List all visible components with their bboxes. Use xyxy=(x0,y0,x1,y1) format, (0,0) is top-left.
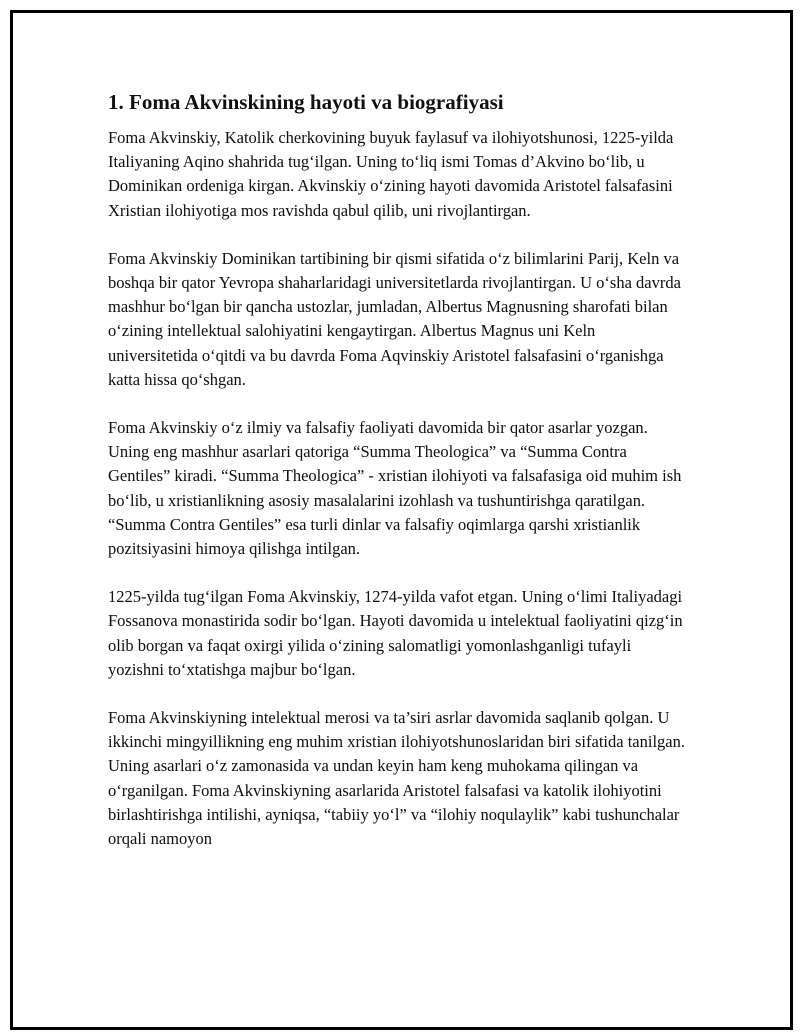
paragraph-3: Foma Akvinskiy o‘z ilmiy va falsafiy faoliyati davomida bir qator asarlar yozgan. Uning eng mashhur asarlari qatoriga “Summa Theologica” va “Summa Contra Gentiles” kiradi. “Summa Theologica” - xristian ilohiyoti va falsafasiga oid muhim ish bo‘lib, u xristianlikning asosiy masalalarini izohlash va tushuntirishga qaratilgan. “Summa Contra Gentiles” esa turli dinlar va falsafiy oqimlarga qarshi xristianlik pozitsiyasini himoya qilishga intilgan. xyxy=(108,418,682,559)
paragraph-1: Foma Akvinskiy, Katolik cherkovining buyuk faylasuf va ilohiyotshunosi, 1225-yilda Italiyaning Aqino shahrida tug‘ilgan. Uning to‘liq ismi Tomas d’Akvino bo‘lib, u Dominikan ordeniga kirgan. Akvinskiy o‘zining hayoti davomida Aristotel falsafasini Xristian ilohiyotiga mos ravishda qabul qilib, uni rivojlantirgan. xyxy=(108,128,674,220)
paragraph-4: 1225-yilda tug‘ilgan Foma Akvinskiy, 1274-yilda vafot etgan. Uning o‘limi Italiyadagi Fossanova monastirida sodir bo‘lgan. Hayoti davomida u intelektual faoliyatini qizg‘in olib borgan va faqat oxirgi yilida o‘zining salomatligi yomonlashganligi tufayli yozishni to‘xtatishga majbur bo‘lgan. xyxy=(108,587,683,679)
paragraph-2: Foma Akvinskiy Dominikan tartibining bir qismi sifatida o‘z bilimlarini Parij, Keln va boshqa bir qator Yevropa shaharlaridagi universitetlarda rivojlantirgan. U o‘sha davrda mashhur bo‘lgan bir qancha ustozlar, jumladan, Albertus Magnusning sharofati bilan o‘zining intellektual salohiyatini kengaytirgan. Albertus Magnus uni Keln universitetida o‘qitdi va bu davrda Foma Aqvinskiy Aristotel falsafasini o‘rganishga katta hissa qo‘shgan. xyxy=(108,248,681,389)
section-heading: 1. Foma Akvinskining hayoti va biografiyasi xyxy=(108,90,504,114)
paragraph-5: Foma Akvinskiyning intelektual merosi va ta’siri asrlar davomida saqlanib qolgan. U ikkinchi mingyillikning eng muhim xristian ilohiyotshunoslaridan biri sifatida tanilgan. Uning asarlari o‘z zamonasida va undan keyin ham keng muhokama qilingan va o‘rganilgan. Foma Akvinskiyning asarlarida Aristotel falsafasi va katolik ilohiyotini birlashtirishga intilishi, ayniqsa, “tabiiy yo‘l” va “ilohiy noqulaylik” kabi tushunchalar orqali namoyon xyxy=(108,708,685,849)
document-body xyxy=(108,88,688,875)
